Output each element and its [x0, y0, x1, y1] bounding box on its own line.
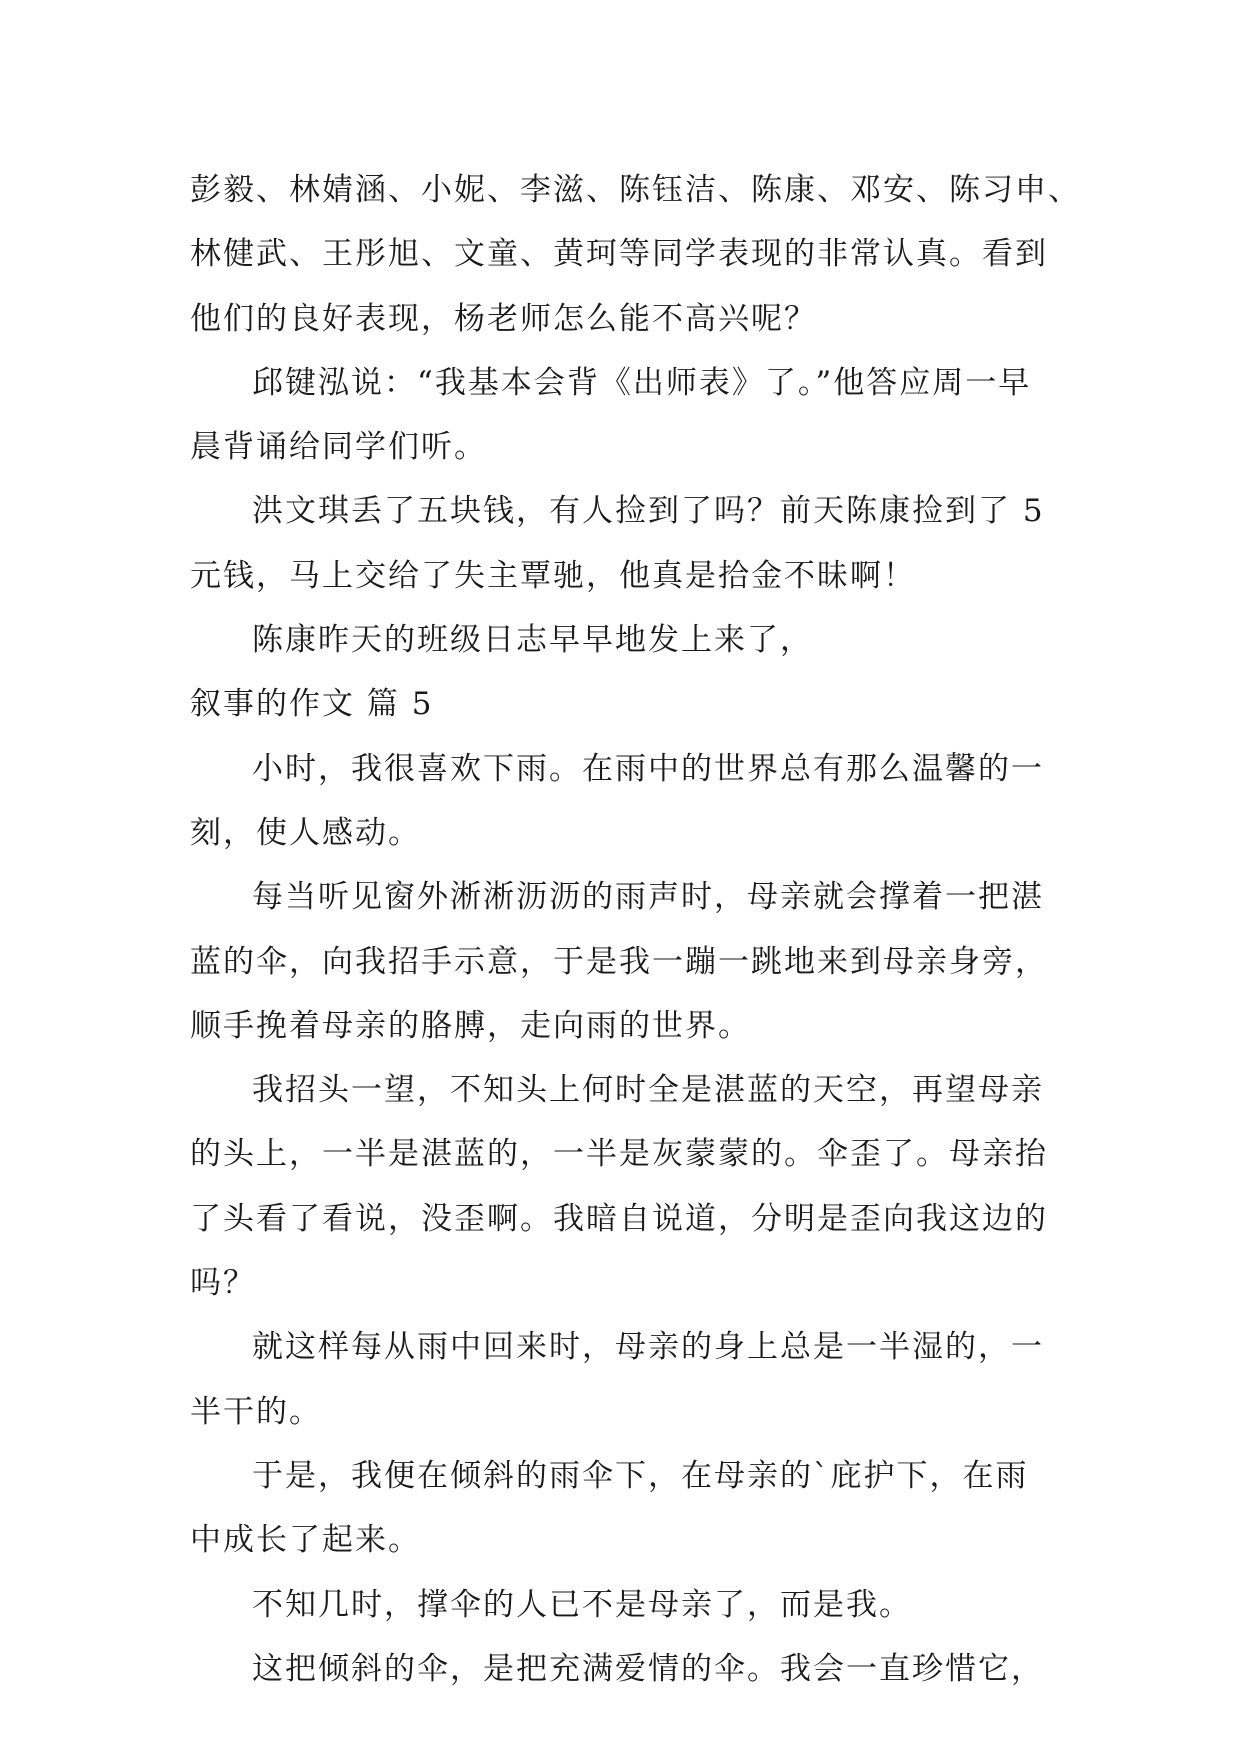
text-line: 这把倾斜的伞，是把充满爱情的伞。我会一直珍惜它， — [252, 1650, 1044, 1687]
text-line: 邱键泓说：“我基本会背《出师表》了。”他答应周一早 — [252, 364, 1032, 401]
text-line: 的头上，一半是湛蓝的，一半是灰蒙蒙的。伞歪了。母亲抬 — [190, 1136, 1048, 1173]
text-line: 晨背诵给同学们听。 — [190, 429, 487, 466]
text-line: 半干的。 — [190, 1393, 322, 1430]
text-line: 了头看了看说，没歪啊。我暗自说道，分明是歪向我这边的 — [190, 1200, 1048, 1237]
text-line: 洪文琪丢了五块钱，有人捡到了吗？前天陈康捡到了 5 — [252, 493, 1045, 530]
text-line: 小时，我很喜欢下雨。在雨中的世界总有那么温馨的一 — [252, 750, 1044, 787]
text-line: 蓝的伞，向我招手示意，于是我一蹦一跳地来到母亲身旁， — [190, 943, 1048, 980]
text-line: 叙事的作文 篇 5 — [190, 686, 434, 723]
text-line: 于是，我便在倾斜的雨伞下，在母亲的`庇护下，在雨 — [252, 1457, 1029, 1494]
text-line: 林健武、王彤旭、文童、黄珂等同学表现的非常认真。看到 — [190, 236, 1048, 273]
text-line: 不知几时，撑伞的人已不是母亲了，而是我。 — [252, 1586, 912, 1623]
text-line: 就这样每从雨中回来时，母亲的身上总是一半湿的，一 — [252, 1329, 1044, 1366]
text-line: 吗？ — [190, 1265, 256, 1302]
text-line: 我招头一望，不知头上何时全是湛蓝的天空，再望母亲 — [252, 1072, 1044, 1109]
text-line: 元钱，马上交给了失主覃驰，他真是拾金不昧啊！ — [190, 557, 916, 594]
text-line: 刻，使人感动。 — [190, 814, 421, 851]
text-line: 顺手挽着母亲的胳膊，走向雨的世界。 — [190, 1007, 751, 1044]
text-line: 中成长了起来。 — [190, 1522, 421, 1559]
document-body — [190, 158, 1090, 1701]
text-line: 陈康昨天的班级日志早早地发上来了， — [252, 622, 813, 659]
text-line: 彭毅、林婧涵、小妮、李滋、陈钰洁、陈康、邓安、陈习申、 — [190, 172, 1081, 208]
text-line: 每当听见窗外淅淅沥沥的雨声时，母亲就会撑着一把湛 — [252, 879, 1044, 916]
text-line: 他们的良好表现，杨老师怎么能不高兴呢？ — [190, 300, 817, 337]
